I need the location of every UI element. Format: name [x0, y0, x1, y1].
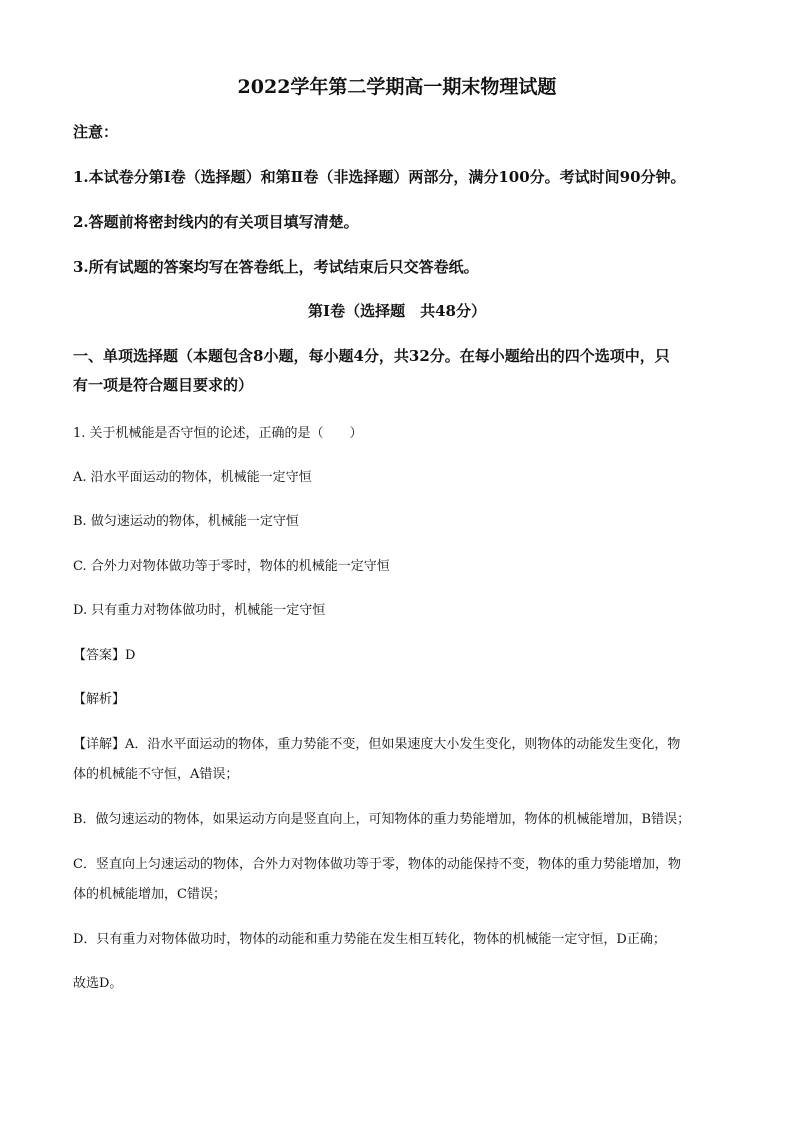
question-option: A. 沿水平面运动的物体，机械能一定守恒	[73, 470, 312, 485]
page-title: 2022学年第二学期高一期末物理试题	[237, 76, 557, 98]
answer-label: 【答案】D	[73, 648, 136, 663]
analysis-line: D．只有重力对物体做功时，物体的动能和重力势能在发生相互转化，物体的机械能一定守恒，D正确；	[73, 932, 666, 947]
analysis-line: 体的机械能不守恒，A错误；	[73, 767, 239, 782]
analysis-line: B．做匀速运动的物体，如果运动方向是竖直向上，可知物体的重力势能增加，物体的机械能增加，B错误；	[73, 812, 691, 827]
notice-heading: 注意：	[73, 123, 119, 141]
part-heading: 第Ⅰ卷（选择题 共48分）	[308, 302, 486, 320]
analysis-line: C．竖直向上匀速运动的物体，合外力对物体做功等于零，物体的动能保持不变，物体的重力势能增加，物	[73, 857, 681, 872]
question-option: C. 合外力对物体做功等于零时，物体的机械能一定守恒	[73, 559, 390, 574]
section-heading: 一、单项选择题（本题包含8小题，每小题4分，共32分。在每小题给出的四个选项中，只	[73, 347, 670, 365]
notice-item: 1.本试卷分第Ⅰ卷（选择题）和第Ⅱ卷（非选择题）两部分，满分100分。考试时间90分钟。	[73, 168, 686, 186]
notice-item: 3.所有试题的答案均写在答卷纸上，考试结束后只交答卷纸。	[73, 258, 479, 276]
notice-item: 2.答题前将密封线内的有关项目填写清楚。	[73, 213, 359, 231]
analysis-line: 故选D。	[73, 976, 123, 991]
analysis-heading: 【解析】	[73, 692, 126, 707]
question-option: D. 只有重力对物体做功时，机械能一定守恒	[73, 603, 326, 618]
analysis-line: 【详解】A．沿水平面运动的物体，重力势能不变，但如果速度大小发生变化，则物体的动能发生变化，物	[73, 737, 681, 752]
question-option: B. 做匀速运动的物体，机械能一定守恒	[73, 514, 299, 529]
analysis-line: 体的机械能增加，C错误；	[73, 887, 226, 902]
question-stem: 1. 关于机械能是否守恒的论述，正确的是（ ）	[73, 426, 363, 441]
section-heading-continued: 有一项是符合题目要求的）	[73, 376, 254, 394]
